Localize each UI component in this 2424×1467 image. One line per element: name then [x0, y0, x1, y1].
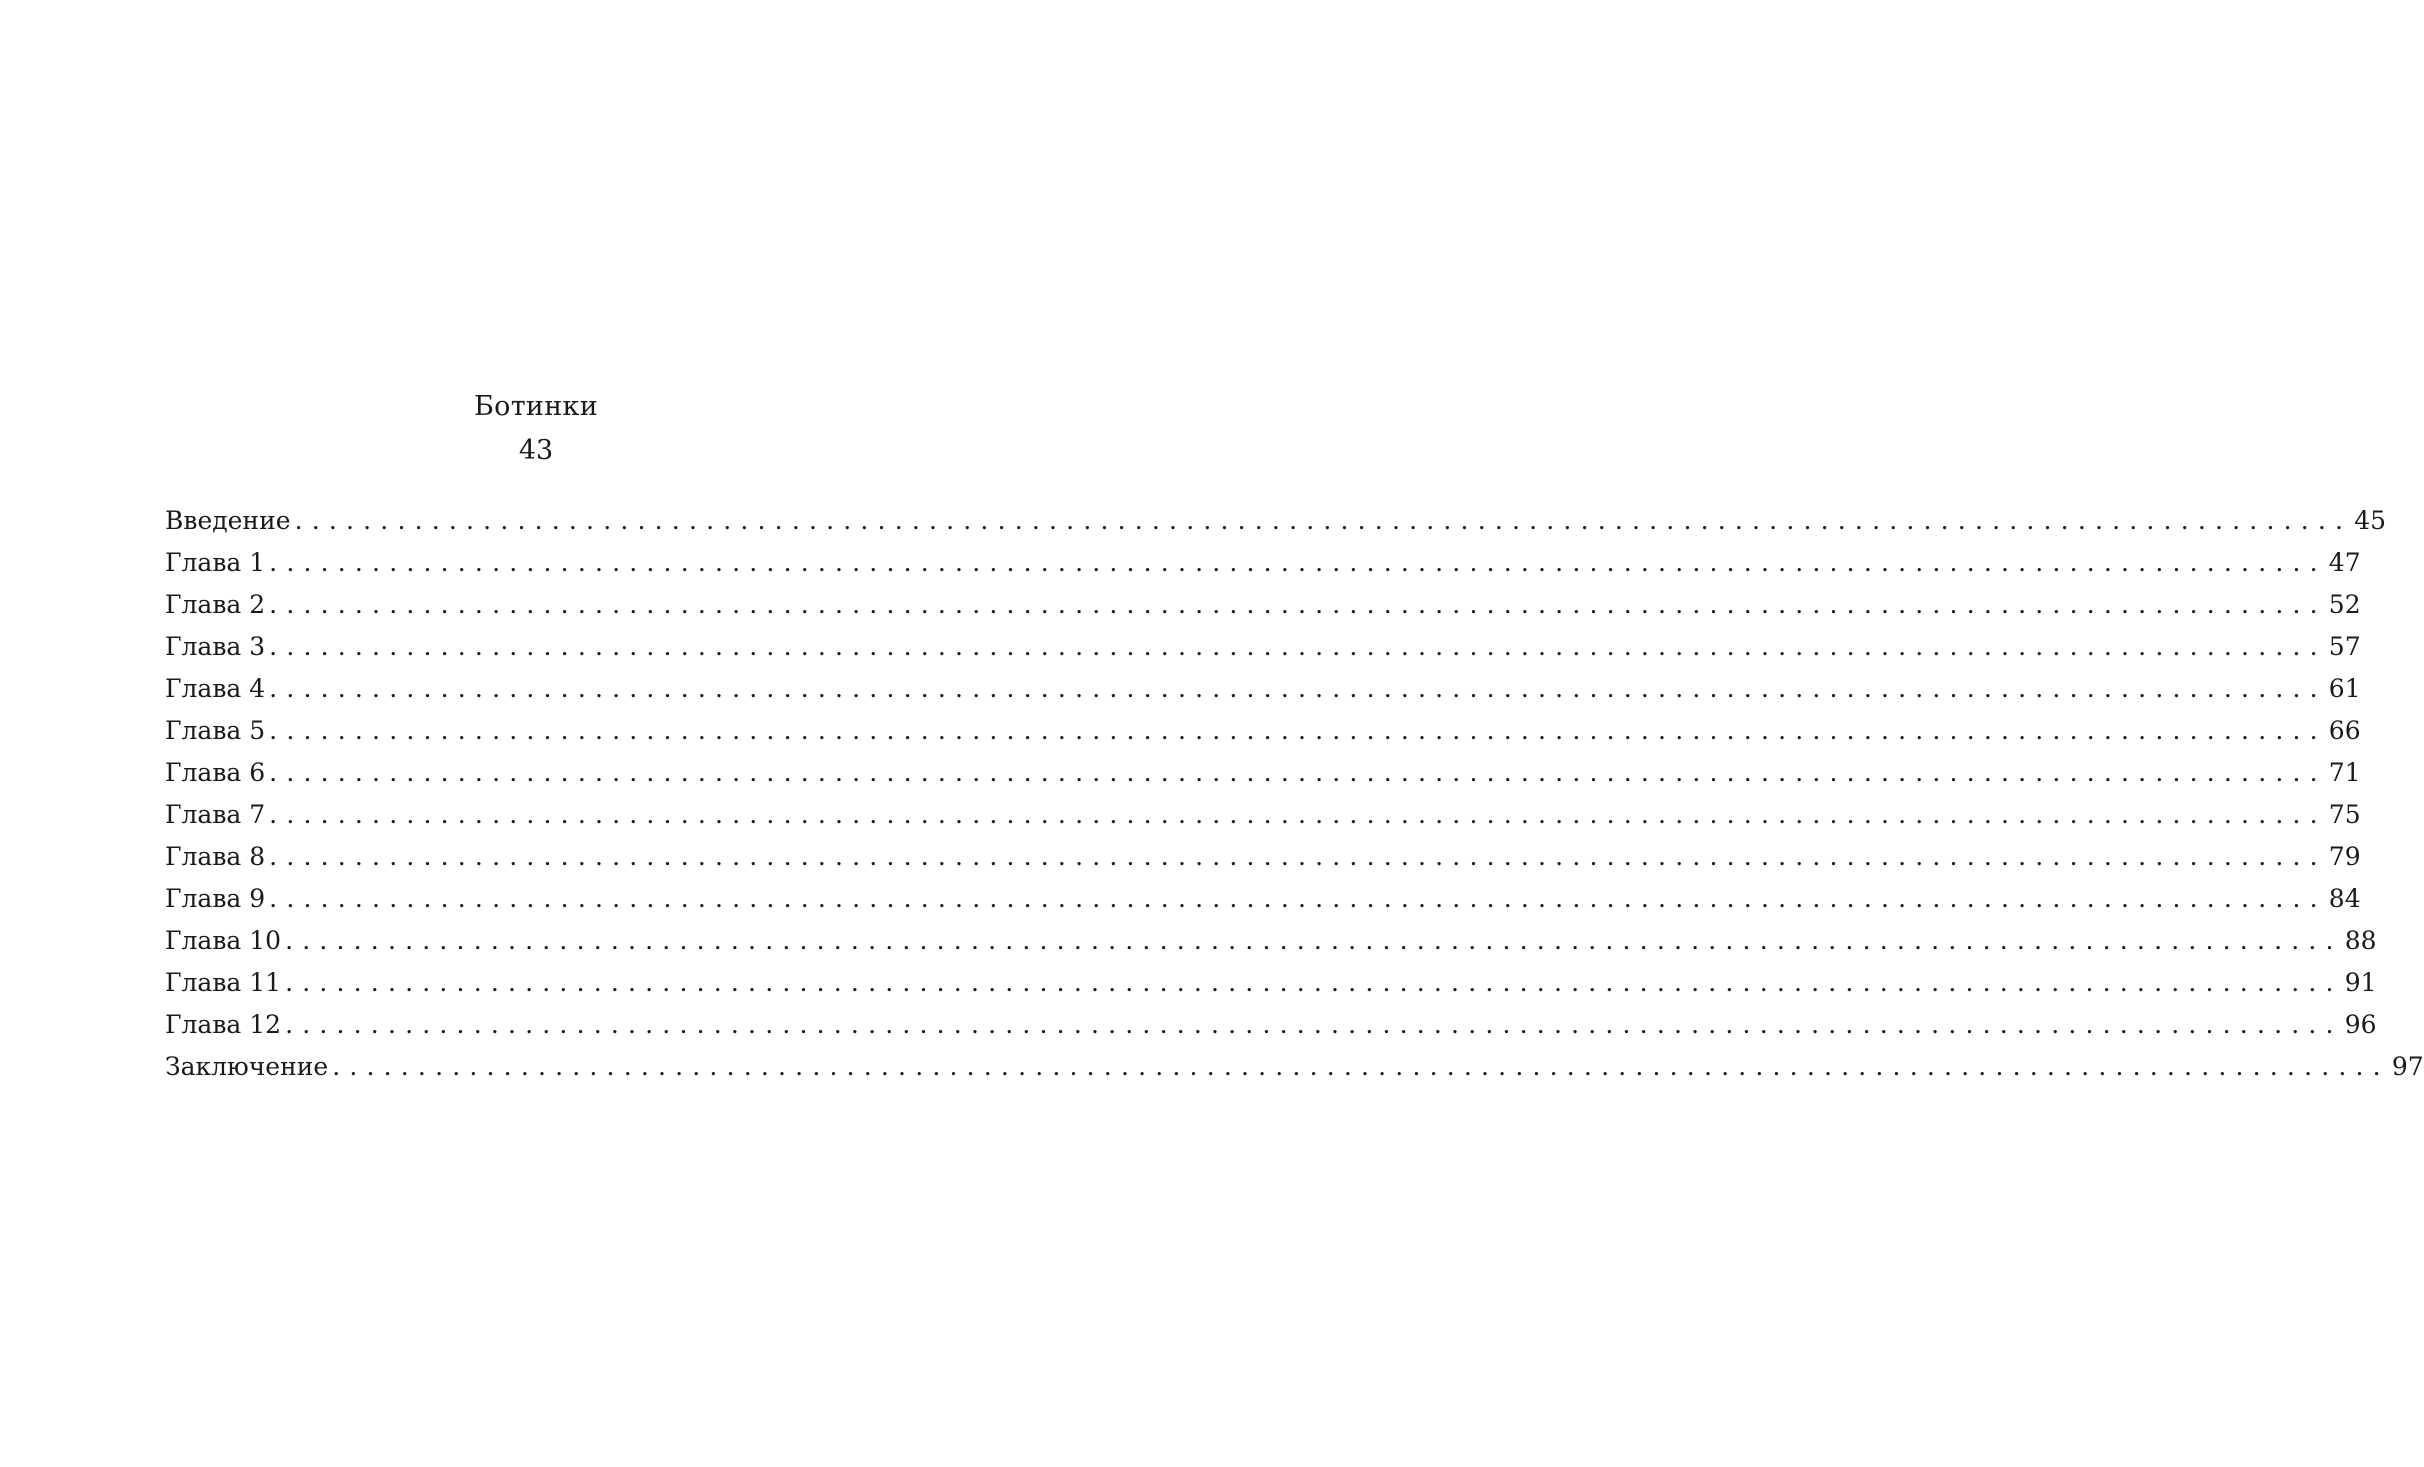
toc-entry[interactable] — [165, 962, 2377, 1004]
toc-entry[interactable] — [165, 710, 2361, 752]
toc-dot-leader: ........................................................................................................................ — [269, 632, 2327, 661]
toc-entry[interactable] — [165, 542, 2361, 584]
toc-entry[interactable] — [165, 1046, 2424, 1088]
toc-entry[interactable] — [165, 836, 2361, 878]
toc-entry-label: Введение — [165, 506, 291, 535]
toc-entry-label: Глава 3 — [165, 632, 266, 661]
toc-entry[interactable] — [165, 1004, 2377, 1046]
toc-entry-label: Глава 10 — [165, 926, 282, 955]
toc-entry-page: 47 — [2328, 548, 2361, 577]
toc-entry[interactable] — [165, 626, 2361, 668]
toc-entry[interactable] — [165, 920, 2377, 962]
toc-dot-leader: ........................................................................................................................ — [269, 800, 2327, 829]
table-of-contents — [165, 500, 2424, 1088]
part-title: Ботинки — [474, 391, 598, 422]
toc-entry-page: 96 — [2344, 1010, 2377, 1039]
toc-entry-label: Глава 12 — [165, 1010, 282, 1039]
toc-entry[interactable] — [165, 500, 2386, 542]
toc-dot-leader: ........................................................................................................................ — [285, 926, 2343, 955]
toc-entry-page: 97 — [2391, 1052, 2424, 1081]
toc-dot-leader: ........................................................................................................................ — [269, 716, 2327, 745]
toc-entry-page: 91 — [2344, 968, 2377, 997]
toc-dot-leader: ........................................................................................................................ — [269, 884, 2327, 913]
toc-dot-leader: ........................................................................................................................ — [285, 968, 2343, 997]
part-page-number: 43 — [518, 435, 554, 466]
toc-entry-label: Глава 5 — [165, 716, 266, 745]
toc-entry-page: 61 — [2328, 674, 2361, 703]
toc-entry-label: Глава 1 — [165, 548, 266, 577]
toc-entry[interactable] — [165, 878, 2361, 920]
toc-entry-page: 52 — [2328, 590, 2361, 619]
toc-entry-label: Глава 6 — [165, 758, 266, 787]
toc-entry-label: Глава 8 — [165, 842, 266, 871]
toc-dot-leader: ........................................................................................................................ — [269, 548, 2327, 577]
toc-entry-label: Глава 7 — [165, 800, 266, 829]
toc-entry[interactable] — [165, 668, 2361, 710]
toc-dot-leader: ........................................................................................................................ — [269, 590, 2327, 619]
toc-entry-page: 71 — [2328, 758, 2361, 787]
toc-entry-page: 88 — [2344, 926, 2377, 955]
toc-entry-label: Глава 9 — [165, 884, 266, 913]
toc-dot-leader: ........................................................................................................................ — [294, 506, 2353, 535]
toc-dot-leader: ........................................................................................................................ — [269, 842, 2327, 871]
toc-entry-label: Глава 11 — [165, 968, 282, 997]
toc-entry-label: Заключение — [165, 1052, 329, 1081]
toc-dot-leader: ........................................................................................................................ — [269, 674, 2327, 703]
toc-entry-label: Глава 4 — [165, 674, 266, 703]
toc-entry-page: 45 — [2354, 506, 2386, 535]
toc-entry[interactable] — [165, 584, 2361, 626]
toc-entry[interactable] — [165, 794, 2361, 836]
toc-entry-page: 75 — [2328, 800, 2361, 829]
toc-entry-page: 79 — [2328, 842, 2361, 871]
toc-entry-page: 84 — [2328, 884, 2361, 913]
toc-dot-leader: ........................................................................................................................ — [269, 758, 2327, 787]
toc-dot-leader: ........................................................................................................................ — [332, 1052, 2390, 1081]
toc-entry-page: 66 — [2328, 716, 2361, 745]
toc-entry-page: 57 — [2328, 632, 2361, 661]
toc-entry-label: Глава 2 — [165, 590, 266, 619]
toc-entry[interactable] — [165, 752, 2361, 794]
toc-dot-leader: ........................................................................................................................ — [285, 1010, 2343, 1039]
